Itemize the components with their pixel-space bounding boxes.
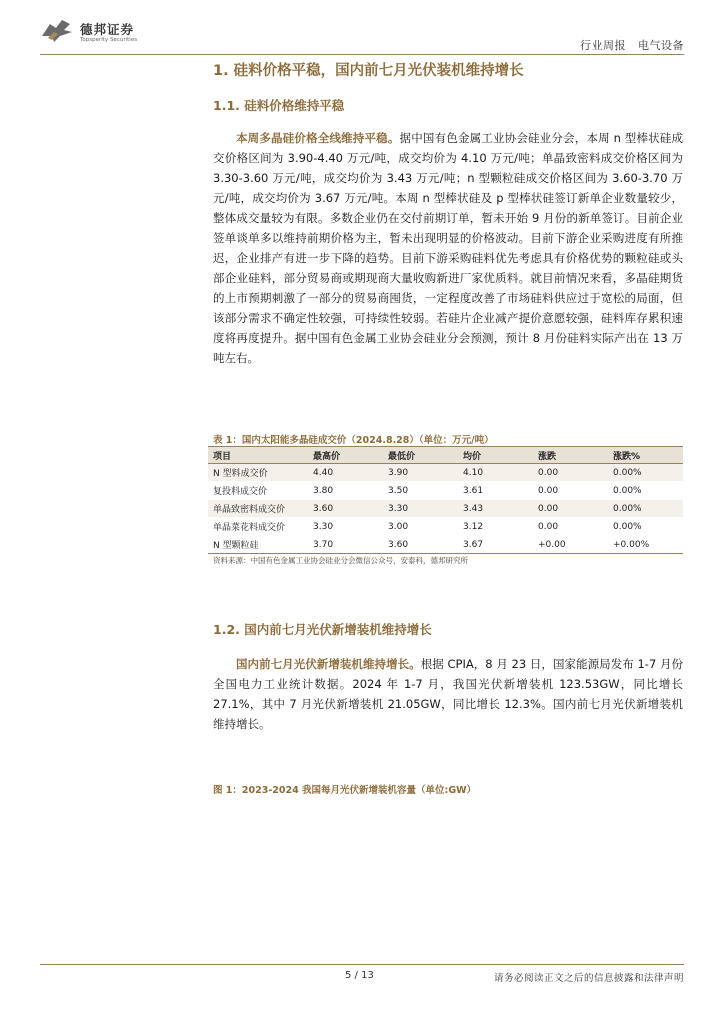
section-title: 1. 硅料价格平稳，国内前七月光伏装机维持增长: [213, 63, 524, 79]
cell-change: 0.00: [533, 464, 608, 482]
cell-change: +0.00: [533, 536, 608, 554]
cell-avg: 4.10: [458, 464, 533, 482]
cell-high: 3.80: [308, 482, 383, 500]
col-header-item: 项目: [208, 447, 308, 464]
cell-low: 3.50: [383, 482, 458, 500]
col-header-avg: 均价: [458, 447, 533, 464]
legal-disclaimer: 请务必阅读正文之后的信息披露和法律声明: [493, 973, 684, 984]
cell-item: 复投料成交价: [208, 482, 308, 500]
cell-item: N 型料成交价: [208, 464, 308, 482]
paragraph-installation: [213, 654, 683, 734]
cell-high: 3.70: [308, 536, 383, 554]
page-number: 5 / 13: [345, 970, 374, 981]
col-header-high: 最高价: [308, 447, 383, 464]
footer-divider: [40, 964, 684, 965]
figure-title: 图 1：2023-2024 我国每月光伏新增装机容量（单位:GW）: [213, 785, 477, 796]
company-name-en: Topsperity Securities: [80, 37, 138, 43]
cell-change: 0.00: [533, 518, 608, 536]
table-title: 表 1：国内太阳能多晶硅成交价（2024.8.28）（单位：万元/吨）: [213, 435, 494, 446]
report-category: [580, 37, 684, 53]
cell-item: N 型颗粒硅: [208, 536, 308, 554]
cell-avg: 3.61: [458, 482, 533, 500]
table-row: [208, 500, 683, 518]
cell-change: 0.00: [533, 500, 608, 518]
cell-high: 3.60: [308, 500, 383, 518]
paragraph-body: 据中国有色金属工业协会硅业分会，本周 n 型棒状硅成交价格区间为 3.90-4.40 万元/吨，成交均价为 4.10 万元/吨；单晶致密料成交价格区间为 3.30-3.60 万元/吨，成交均价为 3.43 万元/吨；n 型颗粒硅成交价格区间为 3.60-3.70 万元/吨，成交均价为 3.67 万元/吨。本周 n 型棒状硅及 p 型棒状硅签订新单企业数量较少，整体成交量较为有限。多数企业仍在交付前期订单，暂未开始 9 月份的新单签订。目前企业签单谈单多以维持前期价格为主，暂未出现明显的价格波动。目前下游企业采购进度有所推迟，企业排产有进一步下降的趋势。目前下游采购硅料优先考虑具有价格优势的颗粒硅或头部企业硅料，部分贸易商或期现商大量收购新进厂家优质料。就目前情况来看，多晶硅期货的上市预期刺激了一部分的贸易商囤货，一定程度改善了市场硅料供应过于宽松的局面，但该部分需求不确定性较强，可持续性较弱。若硅片企业减产提价意愿较强，硅料库存累积速度将再度提升。据中国有色金属工业协会硅业分会预测，预计 8 月份硅料实际产出在 13 万吨左右。: [213, 131, 683, 365]
cell-change-pct: 0.00%: [608, 500, 683, 518]
cell-avg: 3.43: [458, 500, 533, 518]
paragraph-lead: 本周多晶硅价格全线维持平稳。: [236, 131, 400, 145]
subsection-title-1: 1.1. 硅料价格维持平稳: [213, 98, 345, 113]
subsection-title-2: 1.2. 国内前七月光伏新增装机维持增长: [213, 622, 432, 637]
table-row: [208, 482, 683, 500]
eagle-logo-icon: [40, 18, 74, 44]
cell-item: 单晶菜花料成交价: [208, 518, 308, 536]
cell-low: 3.30: [383, 500, 458, 518]
table-row: [208, 518, 683, 536]
cell-high: 3.30: [308, 518, 383, 536]
paragraph-body: 根据 CPIA，8 月 23 日，国家能源局发布 1-7 月份全国电力工业统计数据。2024 年 1-7 月，我国光伏新增装机 123.53GW，同比增长 27.1%，其中 7 月光伏新增装机 21.05GW，同比增长 12.3%。国内前七月光伏新增装机维持增长。: [213, 657, 684, 731]
cell-change-pct: 0.00%: [608, 482, 683, 500]
cell-high: 4.40: [308, 464, 383, 482]
cell-low: 3.00: [383, 518, 458, 536]
polysilicon-price-table: [208, 446, 683, 554]
table-header-row: [208, 447, 683, 464]
col-header-change-pct: 涨跌%: [608, 447, 683, 464]
cell-low: 3.90: [383, 464, 458, 482]
cell-avg: 3.67: [458, 536, 533, 554]
report-type: 行业周报: [580, 39, 626, 52]
paragraph-lead: 国内前七月光伏新增装机维持增长。: [236, 657, 421, 671]
cell-avg: 3.12: [458, 518, 533, 536]
cell-change-pct: 0.00%: [608, 518, 683, 536]
cell-change: 0.00: [533, 482, 608, 500]
cell-item: 单晶致密料成交价: [208, 500, 308, 518]
table-row: [208, 536, 683, 554]
paragraph-silicon-price: [213, 128, 683, 368]
col-header-low: 最低价: [383, 447, 458, 464]
cell-low: 3.60: [383, 536, 458, 554]
col-header-change: 涨跌: [533, 447, 608, 464]
header-divider: [40, 54, 684, 55]
company-name: 德邦证券: [80, 22, 135, 37]
company-logo: [40, 18, 150, 46]
sector-name: 电气设备: [638, 39, 684, 52]
cell-change-pct: 0.00%: [608, 464, 683, 482]
cell-change-pct: +0.00%: [608, 536, 683, 554]
table-source: 资料来源：中国有色金属工业协会硅业分会微信公众号，安泰科，德邦研究所: [213, 556, 468, 565]
table-row: [208, 464, 683, 482]
